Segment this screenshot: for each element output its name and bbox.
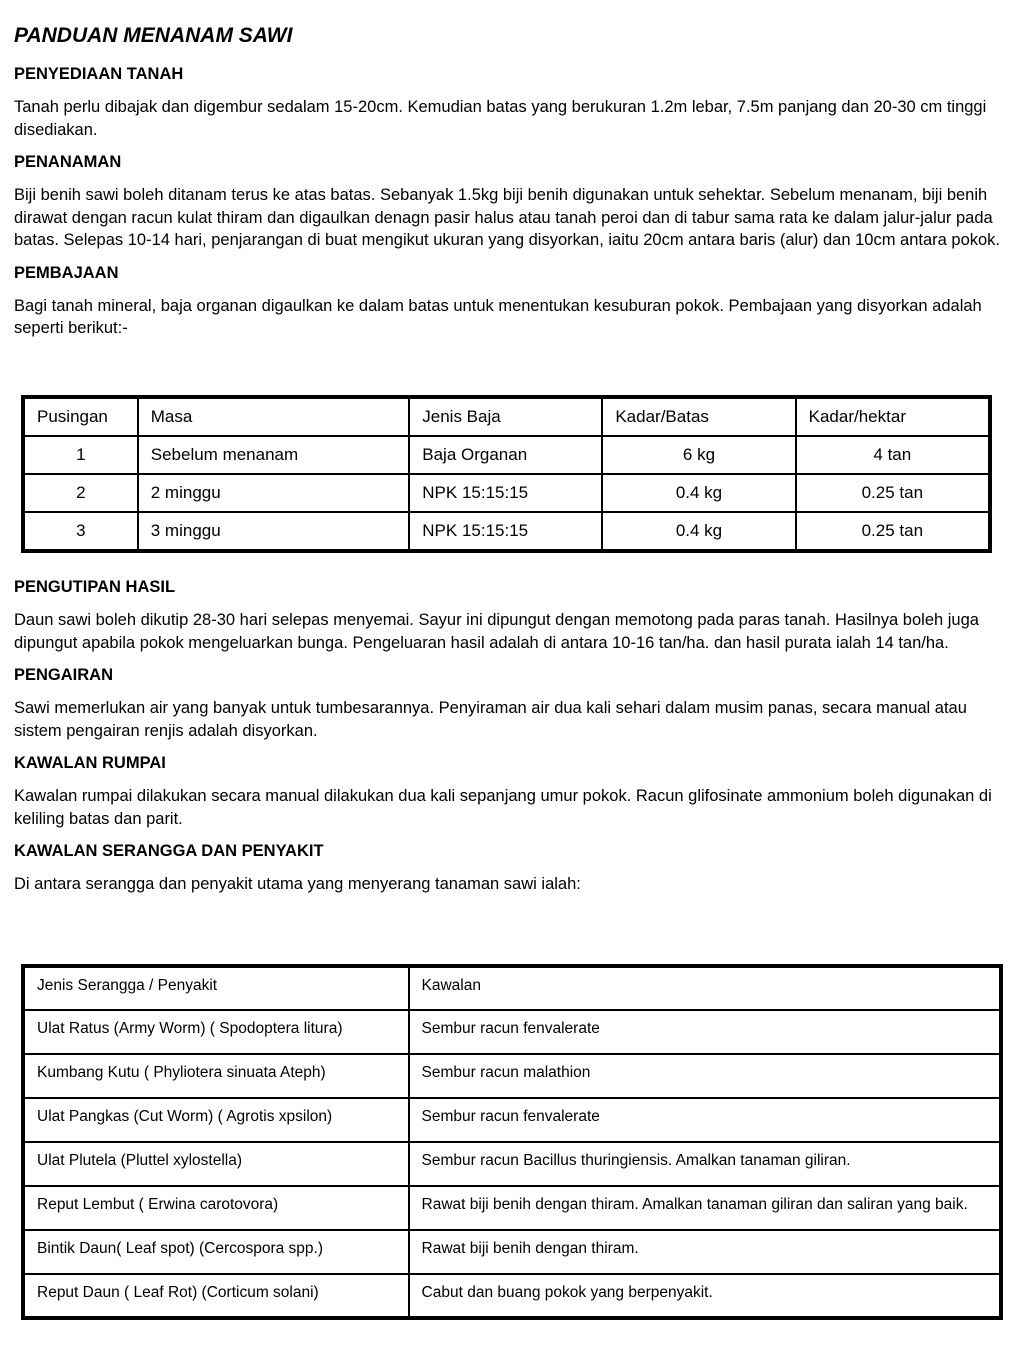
para-penanaman: Biji benih sawi boleh ditanam terus ke atas batas. Sebanyak 1.5kg biji benih digunakan untuk sehektar. Sebelum menanam, biji benih dirawat dengan racun kulat thiram dan digaulkan denagn pasir halus atau tanah peroi dan di tabur sama rata ke dalam jalur-jalur pada batas. Selepas 10-14 hari, penjarangan di buat mengikut ukuran yang disyorkan, iaitu 20cm antara baris (alur) dan 10cm antara pokok. xyxy=(14,186,1001,249)
table-cell: Ulat Ratus (Army Worm) ( Spodoptera litura) xyxy=(23,1010,409,1054)
para-penyediaan-tanah: Tanah perlu dibajak dan digembur sedalam 15-20cm. Kemudian batas yang berukuran 1.2m lebar, 7.5m panjang dan 20-30 cm tinggi disediakan. xyxy=(14,98,987,139)
document-middle xyxy=(14,576,1004,896)
table-cell: 0.4 kg xyxy=(602,512,795,551)
heading-penanaman: PENANAMAN xyxy=(14,153,122,171)
table-cell: NPK 15:15:15 xyxy=(409,512,602,551)
table-row xyxy=(23,1054,1001,1098)
table-row xyxy=(23,436,990,474)
para-kawalan-rumpai: Kawalan rumpai dilakukan secara manual dilakukan dua kali sepanjang umur pokok. Racun glifosinate ammonium boleh digunakan di keliling batas dan parit. xyxy=(14,787,992,828)
para-kawalan-serangga: Di antara serangga dan penyakit utama yang menyerang tanaman sawi ialah: xyxy=(14,875,581,893)
heading-pengairan: PENGAIRAN xyxy=(14,666,114,684)
table-header-row xyxy=(23,397,990,436)
heading-pembajaan: PEMBAJAAN xyxy=(14,263,119,282)
table-cell: 3 minggu xyxy=(138,512,410,551)
table-row xyxy=(23,1142,1001,1186)
table-cell: Sembur racun fenvalerate xyxy=(409,1010,1001,1054)
document-title: PANDUAN MENANAM SAWI xyxy=(14,24,293,47)
table-cell: Sebelum menanam xyxy=(138,436,410,474)
table-row xyxy=(23,1274,1001,1318)
table-header-cell: Pusingan xyxy=(23,397,138,436)
para-pengairan: Sawi memerlukan air yang banyak untuk tumbesarannya. Penyiraman air dua kali sehari dalam musim panas, secara manual atau sistem pengairan renjis adalah disyorkan. xyxy=(14,699,967,740)
table-cell: Cabut dan buang pokok yang berpenyakit. xyxy=(409,1274,1001,1318)
table-cell: Bintik Daun( Leaf spot) (Cercospora spp.) xyxy=(23,1230,409,1274)
table-cell: 6 kg xyxy=(602,436,795,474)
table-header-cell: Jenis Serangga / Penyakit xyxy=(23,966,409,1010)
table-cell: Reput Daun ( Leaf Rot) (Corticum solani) xyxy=(23,1274,409,1318)
heading-kawalan-serangga: KAWALAN SERANGGA DAN PENYAKIT xyxy=(14,842,324,860)
table-cell: 1 xyxy=(23,436,138,474)
pest-control-table xyxy=(21,964,1003,1320)
table-cell: 3 xyxy=(23,512,138,551)
table-cell: Sembur racun fenvalerate xyxy=(409,1098,1001,1142)
table-row xyxy=(23,1098,1001,1142)
table-cell: 4 tan xyxy=(796,436,990,474)
table-cell: Reput Lembut ( Erwina carotovora) xyxy=(23,1186,409,1230)
table-cell: Kumbang Kutu ( Phyliotera sinuata Ateph) xyxy=(23,1054,409,1098)
fertilizer-table xyxy=(21,395,992,553)
table-cell: Baja Organan xyxy=(409,436,602,474)
table-cell: Sembur racun Bacillus thuringiensis. Amalkan tanaman giliran. xyxy=(409,1142,1001,1186)
table-row xyxy=(23,1010,1001,1054)
table-row xyxy=(23,1230,1001,1274)
table-row xyxy=(23,1186,1001,1230)
para-pengutipan-hasil: Daun sawi boleh dikutip 28-30 hari selepas menyemai. Sayur ini dipungut dengan memotong pada paras tanah. Hasilnya boleh juga dipungut apabila pokok mengeluarkan bunga. Pengeluaran hasil adalah di antara 10-16 tan/ha. dan hasil purata ialah 14 tan/ha. xyxy=(14,611,979,652)
table-header-row xyxy=(23,966,1001,1010)
para-pembajaan: Bagi tanah mineral, baja organan digaulkan ke dalam batas untuk menentukan kesuburan pokok. Pembajaan yang disyorkan adalah seperti berikut:- xyxy=(14,296,982,337)
table-cell: NPK 15:15:15 xyxy=(409,474,602,512)
table-header-cell: Kawalan xyxy=(409,966,1001,1010)
table-header-cell: Jenis Baja xyxy=(409,397,602,436)
table-header-cell: Kadar/hektar xyxy=(796,397,990,436)
table-cell: Rawat biji benih dengan thiram. xyxy=(409,1230,1001,1274)
document-top xyxy=(14,22,1004,340)
table-cell: Rawat biji benih dengan thiram. Amalkan tanaman giliran dan saliran yang baik. xyxy=(409,1186,1001,1230)
table-row xyxy=(23,474,990,512)
table-cell: Ulat Plutela (Pluttel xylostella) xyxy=(23,1142,409,1186)
table-cell: Sembur racun malathion xyxy=(409,1054,1001,1098)
table-row xyxy=(23,512,990,551)
table-cell: 2 xyxy=(23,474,138,512)
table-cell: 2 minggu xyxy=(138,474,410,512)
table-cell: 0.25 tan xyxy=(796,512,990,551)
heading-pengutipan-hasil: PENGUTIPAN HASIL xyxy=(14,578,176,596)
table-cell: 0.4 kg xyxy=(602,474,795,512)
table-header-cell: Masa xyxy=(138,397,410,436)
table-cell: 0.25 tan xyxy=(796,474,990,512)
heading-penyediaan-tanah: PENYEDIAAN TANAH xyxy=(14,65,184,83)
heading-kawalan-rumpai: KAWALAN RUMPAI xyxy=(14,754,166,772)
table-cell: Ulat Pangkas (Cut Worm) ( Agrotis xpsilon) xyxy=(23,1098,409,1142)
table-header-cell: Kadar/Batas xyxy=(602,397,795,436)
